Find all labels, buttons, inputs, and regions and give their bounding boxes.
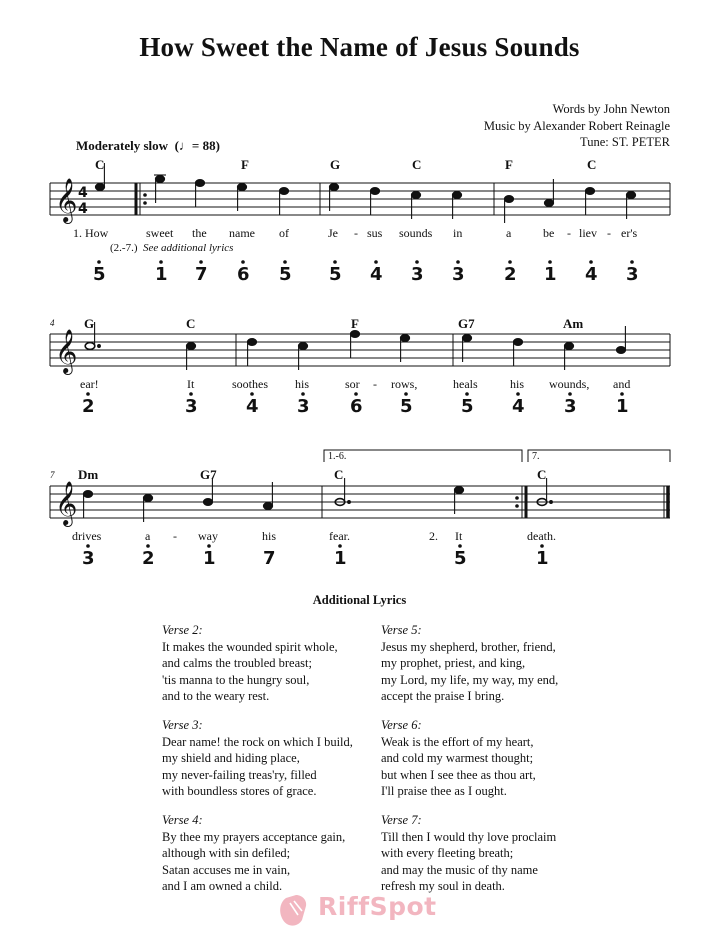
- verse-line: It makes the wounded spirit whole,: [162, 639, 338, 654]
- lyric-syllable: his: [295, 377, 310, 391]
- verse-line: with boundless stores of grace.: [162, 784, 317, 798]
- verse-line: and cold my warmest thought;: [381, 751, 534, 765]
- chord-symbol: F: [351, 316, 359, 331]
- measure-number: 4: [50, 318, 55, 328]
- chord-symbol: Am: [563, 316, 584, 331]
- lyric-syllable: -: [173, 529, 177, 543]
- chord-symbol: F: [241, 157, 249, 172]
- harmonica-tab: 5: [93, 264, 106, 285]
- song-title: How Sweet the Name of Jesus Sounds: [139, 32, 580, 62]
- treble-clef-icon: 𝄞: [55, 481, 78, 525]
- harmonica-tab: 4: [512, 396, 525, 417]
- verse-label: Verse 3:: [162, 718, 203, 732]
- lyric-verse-note: (2.-7.) See additional lyrics: [110, 242, 234, 254]
- lyric-syllable: sounds: [399, 226, 433, 240]
- harmonica-tab: 3: [297, 396, 310, 417]
- verse-label: Verse 6:: [381, 718, 422, 732]
- verse-label: Verse 4:: [162, 813, 203, 827]
- verse-line: with every fleeting breath;: [381, 846, 514, 860]
- harmonica-tab: 5: [329, 264, 342, 285]
- lyric-syllable: his: [510, 377, 525, 391]
- verse-line: Till then I would thy love proclaim: [381, 829, 557, 844]
- harmonica-tab: 2: [504, 264, 517, 285]
- lyric-syllable: er's: [621, 226, 638, 240]
- chord-symbol: C: [334, 467, 344, 482]
- music-credit: Music by Alexander Robert Reinagle: [483, 119, 670, 133]
- harmonica-tab: 5: [454, 548, 467, 569]
- lyric-syllable: fear.: [329, 529, 350, 543]
- lyric-syllable: a: [145, 529, 151, 543]
- harmonica-tab: 3: [452, 264, 465, 285]
- chord-symbol: G: [84, 316, 95, 331]
- lyric-syllable: 1. How: [73, 226, 109, 240]
- chord-symbol: C: [537, 467, 547, 482]
- harmonica-tab: 3: [82, 548, 95, 569]
- verse-line: accept the praise I bring.: [381, 689, 505, 703]
- harmonica-tab: 6: [237, 264, 250, 285]
- lyric-syllable: a: [506, 226, 512, 240]
- lyric-syllable: liev: [579, 226, 597, 240]
- harmonica-tab: 1: [544, 264, 557, 285]
- lyric-syllable: It: [187, 377, 195, 391]
- harmonica-tab: 5: [279, 264, 292, 285]
- chord-symbol: F: [505, 157, 513, 172]
- lyric-syllable: ear!: [80, 377, 99, 391]
- lyric-syllable: -: [354, 226, 358, 240]
- lyric-syllable: rows,: [391, 377, 418, 391]
- watermark-text: RiffSpot: [318, 892, 437, 921]
- lyric-syllable: It: [455, 529, 463, 543]
- verse-line: refresh my soul in death.: [381, 879, 505, 893]
- lyric-syllable: sor: [345, 377, 360, 391]
- lyric-syllable: and: [613, 377, 631, 391]
- verse-line: my never-failing treas'ry, filled: [162, 767, 317, 782]
- harmonica-tab: 4: [246, 396, 259, 417]
- harmonica-tab: 1: [536, 548, 549, 569]
- verse-line: and may the music of thy name: [381, 862, 538, 877]
- chord-symbol: G: [330, 157, 341, 172]
- harmonica-tab: 7: [263, 548, 276, 569]
- verse-line: Dear name! the rock on which I build,: [162, 734, 353, 749]
- chord-symbol: C: [412, 157, 422, 172]
- harmonica-tab: 1: [203, 548, 216, 569]
- harmonica-tab: 3: [626, 264, 639, 285]
- harmonica-tab: 5: [461, 396, 474, 417]
- harmonica-tab: 4: [585, 264, 598, 285]
- lyric-syllable: -: [567, 226, 571, 240]
- lyric-syllable: sweet: [146, 226, 174, 240]
- harmonica-tab: 3: [185, 396, 198, 417]
- verse-label: Verse 7:: [381, 813, 422, 827]
- lyric-syllable: -: [373, 377, 377, 391]
- harmonica-tab: 6: [350, 396, 363, 417]
- verse-line: I'll praise thee as I ought.: [381, 784, 507, 798]
- harmonica-tab: 4: [370, 264, 383, 285]
- measure-number: 7: [50, 470, 55, 480]
- lyric-syllable: his: [262, 529, 277, 543]
- lyric-syllable: drives: [72, 529, 102, 543]
- time-signature-top: 4: [78, 185, 88, 201]
- harmonica-tab: 2: [142, 548, 155, 569]
- harmonica-tab: 3: [564, 396, 577, 417]
- verse-line: but when I see thee as thou art,: [381, 767, 536, 782]
- verse-label: Verse 5:: [381, 623, 422, 637]
- lyric-syllable: the: [192, 226, 207, 240]
- verse-line: Satan accuses me in vain,: [162, 862, 291, 877]
- harmonica-tab: 3: [411, 264, 424, 285]
- chord-symbol: G7: [200, 467, 217, 482]
- lyric-syllable: soothes: [232, 377, 268, 391]
- lyric-syllable: of: [279, 226, 289, 240]
- chord-symbol: C: [587, 157, 597, 172]
- words-credit: Words by John Newton: [552, 102, 670, 116]
- verse-line: and I am owned a child.: [162, 879, 283, 893]
- lyric-syllable: wounds,: [549, 377, 590, 391]
- quarter-note-icon: (♩: [171, 138, 192, 153]
- verse-line: my Lord, my life, my way, my end,: [381, 672, 559, 687]
- treble-clef-icon: 𝄞: [55, 329, 78, 373]
- lyric-syllable: 2.: [429, 529, 438, 543]
- additional-lyrics-title: Additional Lyrics: [312, 593, 407, 607]
- time-signature-bottom: 4: [78, 201, 88, 217]
- verse-line: By thee my prayers acceptance gain,: [162, 829, 346, 844]
- chord-symbol: Dm: [78, 467, 99, 482]
- harmonica-tab: 1: [155, 264, 168, 285]
- lyric-syllable: heals: [453, 377, 478, 391]
- lyric-syllable: sus: [367, 226, 383, 240]
- chord-symbol: C: [186, 316, 196, 331]
- harmonica-tab: 1: [616, 396, 629, 417]
- verse-label: Verse 2:: [162, 623, 203, 637]
- tempo-bpm: = 88: [191, 138, 216, 153]
- harmonica-tab: 2: [82, 396, 95, 417]
- lyric-syllable: name: [229, 226, 255, 240]
- tune-credit: Tune: ST. PETER: [580, 135, 670, 149]
- harmonica-tab: 1: [334, 548, 347, 569]
- lyric-syllable: way: [198, 529, 218, 543]
- lyric-syllable: -: [607, 226, 611, 240]
- chord-symbol: C: [95, 157, 105, 172]
- harmonica-tab: 5: [400, 396, 413, 417]
- lyric-syllable: in: [453, 226, 463, 240]
- lyric-syllable: Je: [328, 226, 338, 240]
- tempo-marking: Moderately slow (♩= 88): [76, 138, 220, 153]
- chord-symbol: G7: [458, 316, 475, 331]
- treble-clef-icon: 𝄞: [55, 178, 78, 222]
- verse-line: and to the weary rest.: [162, 689, 270, 703]
- first-ending-label: 1.-6.: [328, 451, 347, 462]
- verse-line: 'tis manna to the hungry soul,: [162, 672, 310, 687]
- tempo-label: Moderately slow: [76, 138, 169, 153]
- verse-line: Weak is the effort of my heart,: [381, 734, 534, 749]
- verse-line: Jesus my shepherd, brother, friend,: [381, 639, 556, 654]
- verse-line: and calms the troubled breast;: [162, 656, 312, 670]
- second-ending-label: 7.: [532, 451, 540, 462]
- verse-line: my shield and hiding place,: [162, 751, 300, 765]
- verse-line: although with sin defiled;: [162, 846, 291, 860]
- lyric-syllable: be: [543, 226, 555, 240]
- harmonica-tab: 7: [195, 264, 208, 285]
- verse-line: my prophet, priest, and king,: [381, 656, 526, 670]
- lyric-syllable: death.: [527, 529, 556, 543]
